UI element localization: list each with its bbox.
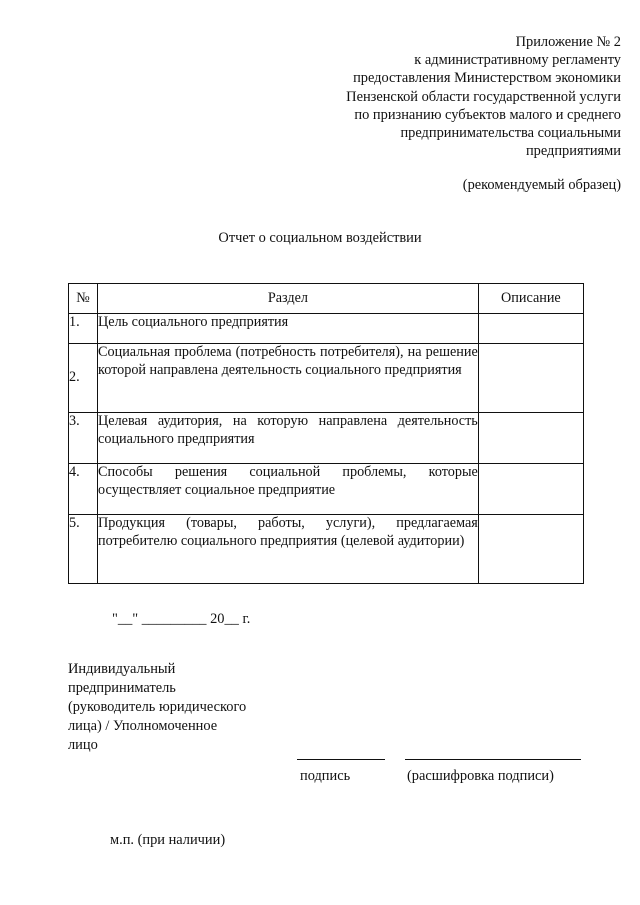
header-section: Раздел — [98, 284, 479, 314]
row-section: Социальная проблема (потребность потребителя), на решение которой направлена деятельность социального предприятия — [98, 344, 479, 413]
date-line: "__" _________ 20__ г. — [112, 611, 251, 627]
appendix-line: к административному регламенту — [414, 52, 621, 69]
header-num: № — [69, 284, 98, 314]
stamp-note: м.п. (при наличии) — [110, 832, 226, 848]
appendix-line: предпринимательства социальными — [400, 125, 621, 142]
appendix-line: Приложение № 2 — [515, 34, 621, 50]
table-row — [69, 344, 584, 413]
row-description — [478, 464, 583, 515]
row-num: 5. — [69, 515, 98, 584]
table-header-row — [69, 284, 584, 314]
signer-line: (руководитель юридического — [68, 699, 247, 715]
sample-note: (рекомендуемый образец) — [462, 177, 621, 193]
signer-block — [68, 660, 278, 755]
signer-line: предприниматель — [68, 680, 176, 696]
row-num: 2. — [69, 344, 98, 413]
table-row — [69, 413, 584, 464]
signer-line: Индивидуальный — [68, 661, 176, 677]
signer-line: лицо — [68, 737, 98, 753]
row-section: Способы решения социальной проблемы, которые осуществляет социальное предприятие — [98, 464, 479, 515]
report-table — [68, 283, 584, 584]
appendix-line: по признанию субъектов малого и среднего — [354, 106, 621, 123]
signer-line: лица) / Уполномоченное — [68, 718, 218, 734]
appendix-line: Пензенской области государственной услуги — [346, 88, 621, 105]
signature-line — [297, 759, 385, 760]
row-section: Целевая аудитория, на которую направлена деятельность социального предприятия — [98, 413, 479, 464]
row-description — [478, 413, 583, 464]
signature-label: подпись — [300, 768, 351, 784]
table-row — [69, 314, 584, 344]
header-description: Описание — [478, 284, 583, 314]
decoding-label: (расшифровка подписи) — [407, 768, 554, 784]
document-title: Отчет о социальном воздействии — [218, 230, 422, 246]
decoding-line — [405, 759, 581, 760]
row-num: 4. — [69, 464, 98, 515]
table-row — [69, 515, 584, 584]
row-num: 1. — [69, 314, 98, 344]
row-section: Цель социального предприятия — [98, 314, 479, 344]
row-num: 3. — [69, 413, 98, 464]
row-section: Продукция (товары, работы, услуги), предлагаемая потребителю социального предприятия (целевой аудитории) — [98, 515, 479, 584]
appendix-header — [261, 33, 621, 160]
row-description — [478, 344, 583, 413]
table-row — [69, 464, 584, 515]
appendix-line: предприятиями — [525, 143, 621, 160]
row-description — [478, 515, 583, 584]
row-description — [478, 314, 583, 344]
appendix-line: предоставления Министерством экономики — [353, 70, 621, 87]
